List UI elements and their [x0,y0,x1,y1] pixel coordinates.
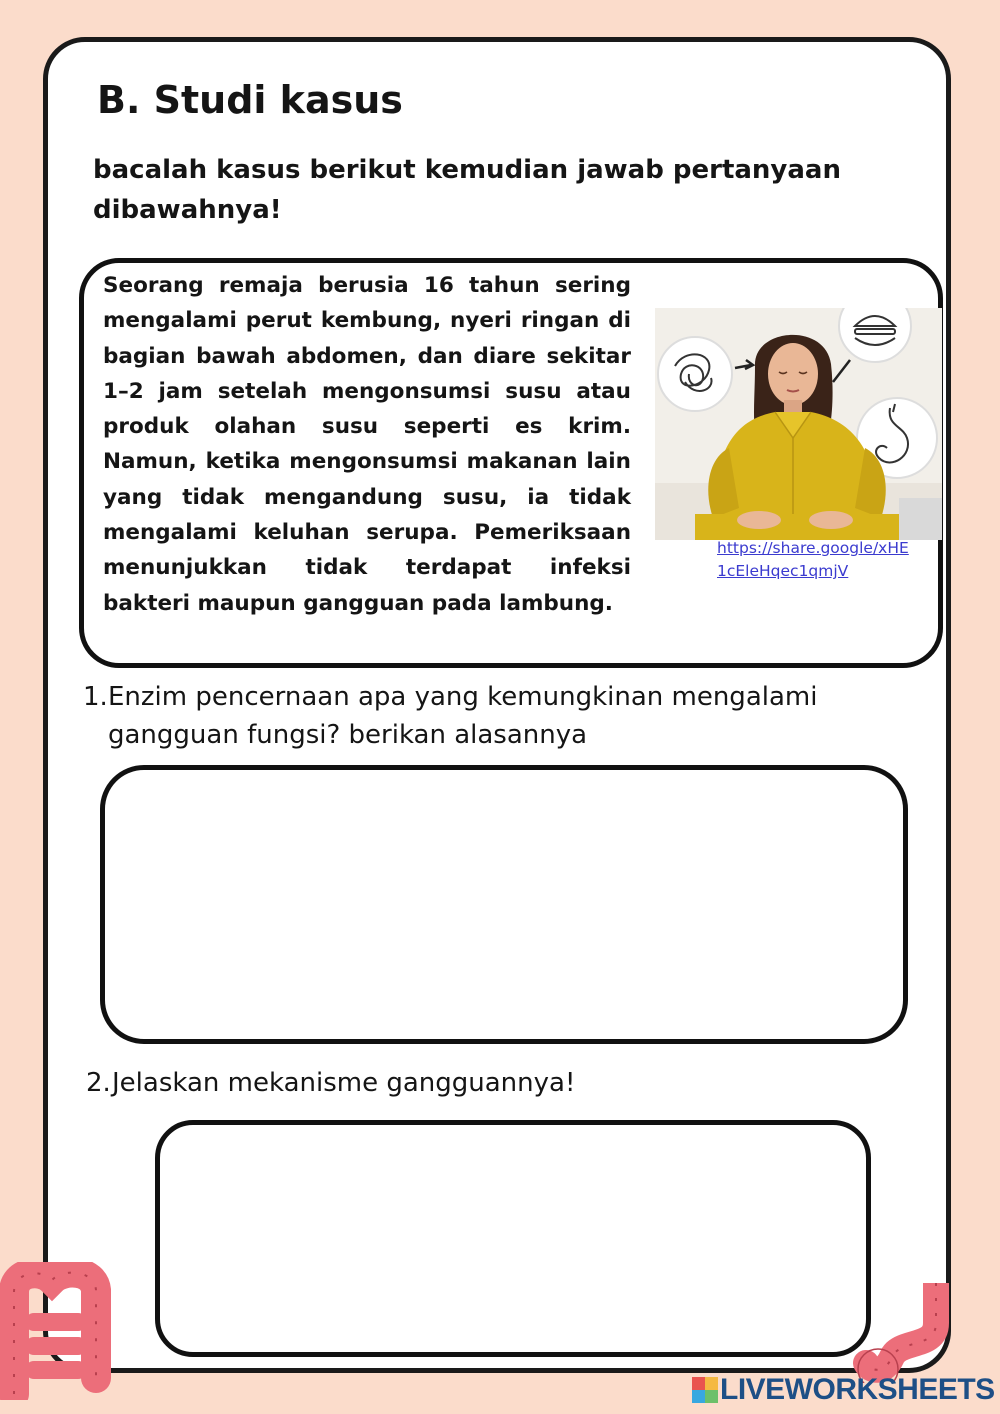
section-title: B. Studi kasus [97,78,403,122]
question-1 [83,678,863,754]
case-photo [655,308,942,540]
image-source-link[interactable]: https://share.google/xHE1cEleHqec1qmjV [717,539,909,580]
question-2 [86,1064,866,1102]
intestine-left-icon [0,1262,122,1400]
brand-name: LIVEWORKSHEETS [720,1373,995,1406]
liveworksheets-logo-icon [692,1377,718,1403]
intestine-right-icon [852,1283,962,1383]
case-study-text: Seorang remaja berusia 16 tahun sering mengalami perut kembung, nyeri ringan di bagian bawah abdomen, dan diare sekitar 1–2 jam setelah mengonsumsi susu atau produk olahan susu seperti es krim. Namun, ketika mengonsumsi makanan lain yang tidak mengandung susu, ia tidak mengalami keluhan serupa. Pemeriksaan menunjukkan tidak terdapat infeksi bakteri maupun gangguan pada lambung. [103,273,631,616]
bloated-woman-illustration [655,308,942,540]
brand-footer [692,1374,995,1406]
answer-box-2[interactable] [155,1120,871,1357]
question-text: Enzim pencernaan apa yang kemungkinan mengalami gangguan fungsi? berikan alasannya [108,682,818,750]
question-number: 2. [86,1068,111,1098]
question-number: 1. [83,682,108,712]
question-text: Jelaskan mekanisme gangguannya! [112,1068,576,1098]
instruction-text: bacalah kasus berikut kemudian jawab pertanyaan dibawahnya! [93,155,841,225]
answer-box-1[interactable] [100,765,908,1044]
